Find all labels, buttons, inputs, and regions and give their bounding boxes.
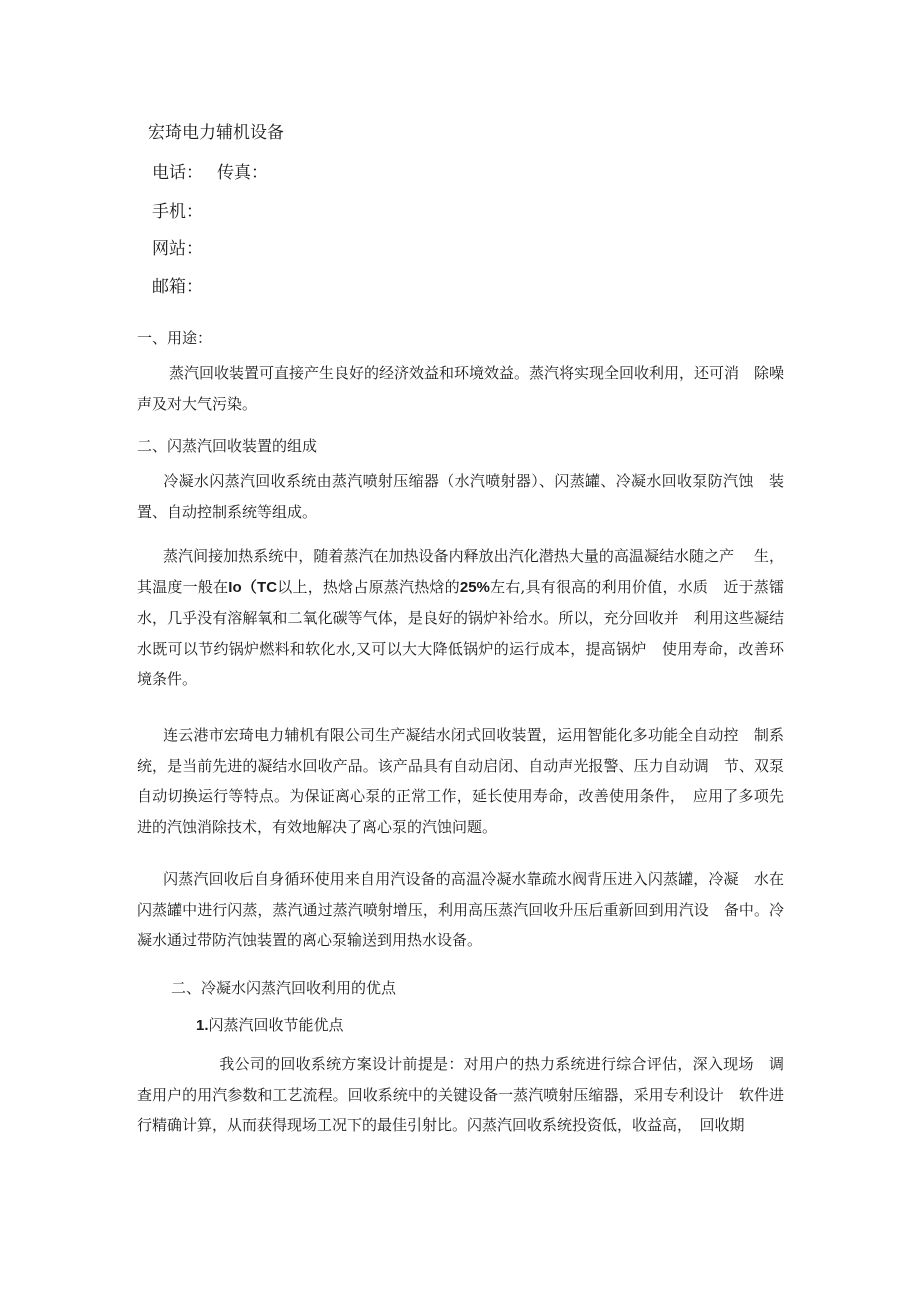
mobile-label: 手机： — [152, 202, 203, 222]
usage-text: 蒸汽回收装置可直接产生良好的经济效益和环境效益。蒸汽将实现全回收利用，还可消 除噪声及对大气污染。 — [137, 364, 785, 413]
company-name: 宏琦电力辅机设备 — [148, 123, 284, 143]
composition-heading: 二、闪蒸汽回收装置的组成 — [137, 437, 318, 455]
composition-paragraph — [137, 466, 784, 527]
fax-label: 传真： — [217, 163, 268, 183]
company-text: 连云港市宏琦电力辅机有限公司生产凝结水闭式回收装置，运用智能化多功能全自动控 制系统，是当前先进的凝结水回收产品。该产品具有自动启闭、自动声光报警、压力自动调 节、双泵自动切换运行等特点。为保证离心泵的正常工作，延长使用寿命，改善使用条件， 应用了多项先进的汽蚀消除技术，有效地解决了离心泵的汽蚀问题。 — [137, 726, 784, 836]
design-paragraph — [137, 1049, 784, 1141]
phone-label: 电话： — [152, 163, 203, 183]
advantages-heading: 二、冷凝水闪蒸汽回收利用的优点 — [171, 979, 397, 997]
usage-heading: 一、用途： — [137, 329, 213, 347]
contact-phone-fax-line — [152, 158, 268, 183]
cycle-text: 闪蒸汽回收后自身循环使用来自用汽设备的高温冷凝水靠疏水阀背压进入闪蒸罐，冷凝 水在闪蒸罐中进行闪蒸，蒸汽通过蒸汽喷射增压，利用高压蒸汽回收升压后重新回到用汽设 备中。冷凝水通过带防汽蚀装置的离心泵输送到用热水设备。 — [137, 870, 784, 949]
sub-heading-number: 1. — [196, 1017, 209, 1034]
heating-text-a: 蒸汽间接加热系统中，随着蒸汽在加热设备内释放出汽化潜热大量的高温凝结水随之产 生，其温度一般在 — [137, 547, 784, 596]
usage-paragraph — [137, 358, 784, 419]
heating-text-e: 左右,具有很高的利用价值，水质 近于蒸镭水，几乎没有溶解氧和二氧化碳等气体，是良好的锅炉补给水。所以，充分回收并 利用这些凝结水既可以节约锅炉燃料和软化水,又可以大大降低锅炉的运行成本，提高锅炉 使用寿命，改善环境条件。 — [137, 577, 784, 688]
company-paragraph — [137, 720, 784, 842]
heating-percent-value: 25% — [459, 578, 490, 596]
composition-text: 冷凝水闪蒸汽回收系统由蒸汽喷射压缩器（水汽喷射器）、闪蒸罐、冷凝水回收泵防汽蚀 装置、自动控制系统等组成。 — [137, 472, 784, 521]
sub-heading-text: 闪蒸汽回收节能优点 — [208, 1016, 344, 1034]
sub-heading — [196, 1014, 344, 1035]
email-label: 邮箱： — [152, 277, 203, 297]
heating-text-c: 以上，热焓占原蒸汽热焓的 — [277, 577, 460, 596]
design-text: 我公司的回收系统方案设计前提是：对用户的热力系统进行综合评估，深入现场 调查用户的用汽参数和工艺流程。回收系统中的关键设备一蒸汽喷射压缩器，采用专利设计 软件进行精确计算，从而获得现场工况下的最佳引射比。闪蒸汽回收系统投资低，收益高， 回收期 — [137, 1055, 784, 1134]
cycle-paragraph — [137, 864, 784, 956]
heating-temp-value: Io（TC — [228, 578, 278, 596]
website-label: 网站： — [152, 239, 203, 259]
heating-paragraph — [137, 541, 784, 695]
